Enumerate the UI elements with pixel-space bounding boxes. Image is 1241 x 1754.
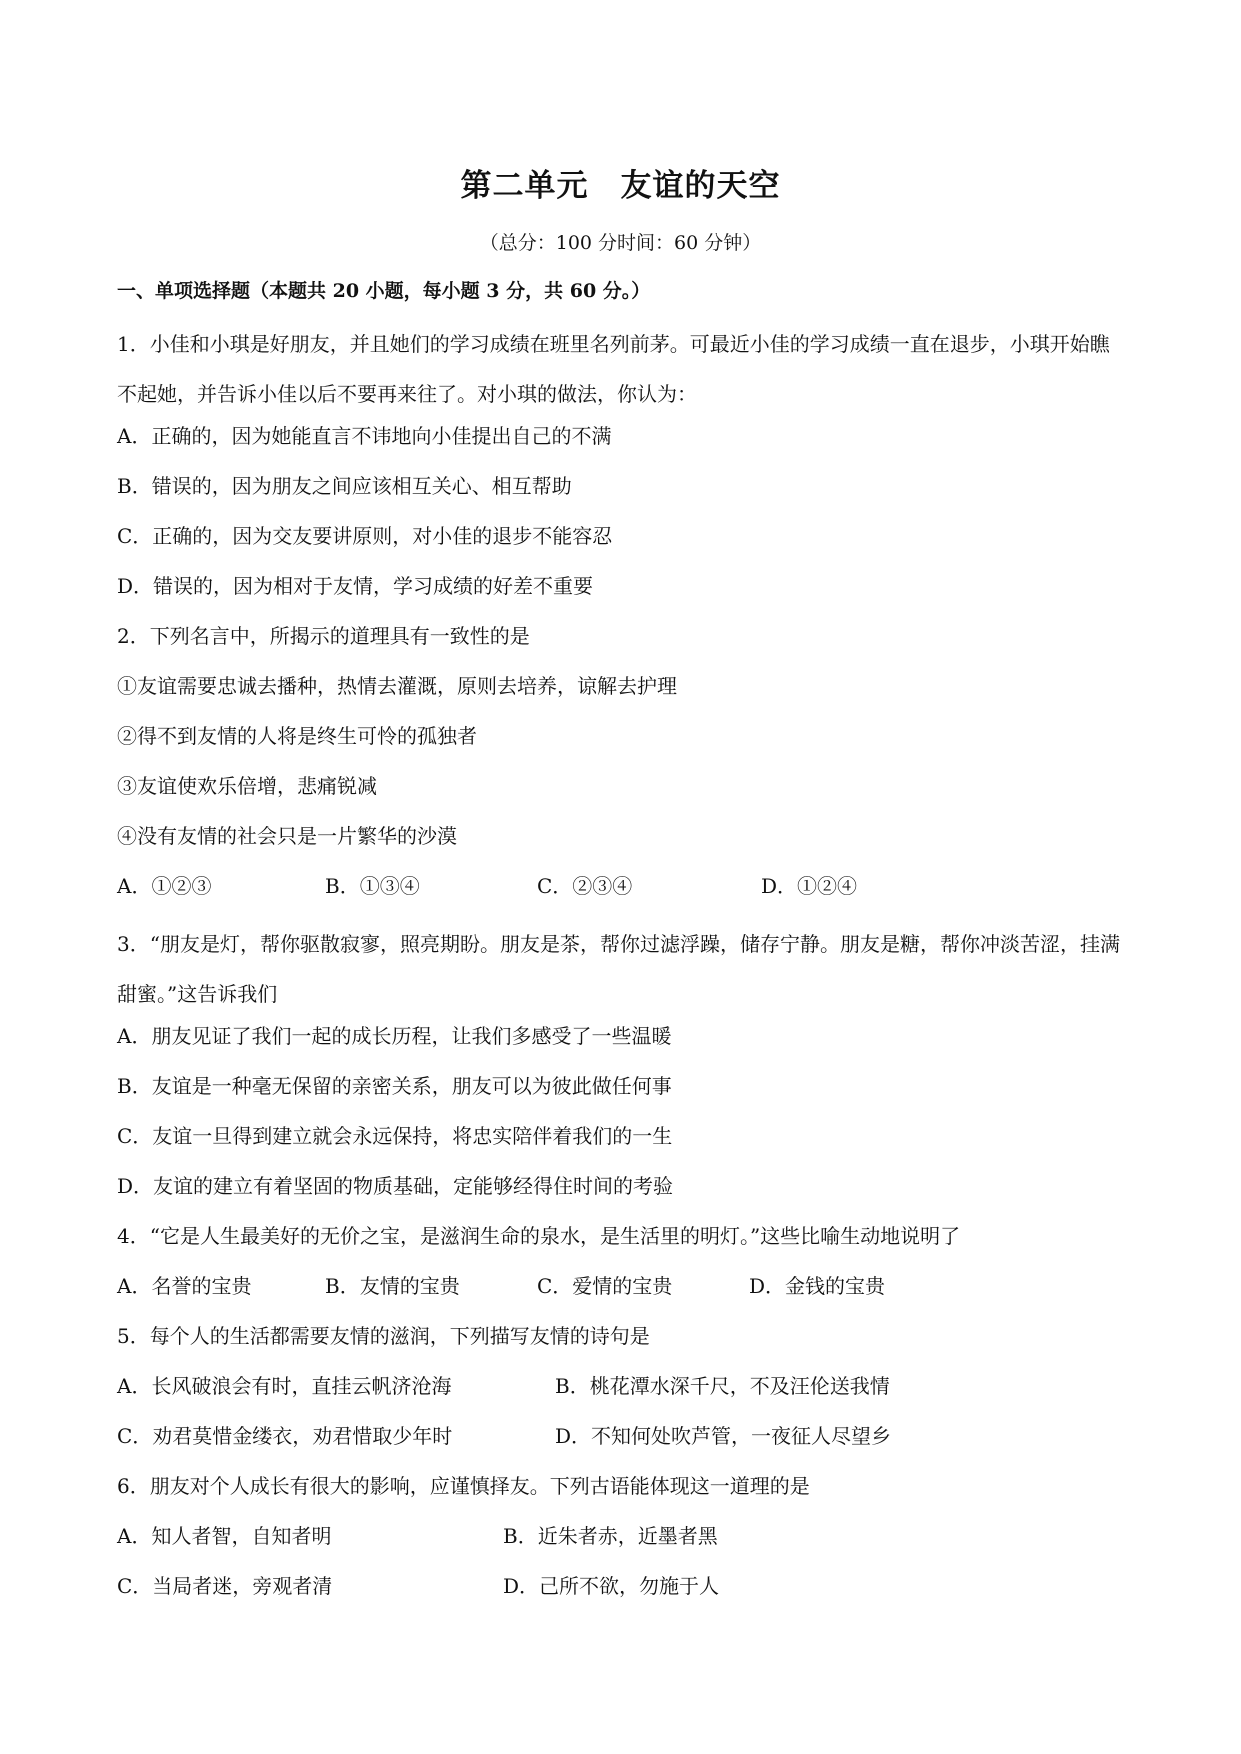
option-c: C．当局者迷，旁观者清 [117, 1574, 333, 1598]
question-2 [117, 619, 1127, 919]
option-a: A．长风破浪会有时，直挂云帆济沧海 [117, 1374, 452, 1398]
question-stem: 6．朋友对个人成长有很大的影响，应谨慎择友。下列古语能体现这一道理的是 [117, 1474, 810, 1498]
option-d: D．金钱的宝贵 [749, 1274, 886, 1298]
options-row [117, 1519, 1127, 1569]
option-a: A．朋友见证了我们一起的成长历程，让我们多感受了一些温暖 [117, 1024, 672, 1048]
option-a: A．①②③ [117, 874, 212, 898]
question-1 [117, 319, 1127, 619]
option-d: D．错误的，因为相对于友情，学习成绩的好差不重要 [117, 574, 594, 598]
question-stem: 5．每个人的生活都需要友情的滋润，下列描写友情的诗句是 [117, 1324, 650, 1348]
question-6 [117, 1469, 1127, 1619]
option-d: D．①②④ [761, 874, 858, 898]
section-heading: 一、单项选择题（本题共 20 小题，每小题 3 分，共 60 分。） [117, 280, 651, 302]
option-b: B．友情的宝贵 [325, 1274, 460, 1298]
options-row [117, 1419, 1127, 1469]
option-c: C．正确的，因为交友要讲原则，对小佳的退步不能容忍 [117, 524, 613, 548]
exam-info: （总分：100 分时间：60 分钟） [479, 232, 762, 254]
options-row [117, 1369, 1127, 1419]
option-c: C．爱情的宝贵 [537, 1274, 673, 1298]
statement-3: ③友谊使欢乐倍增，悲痛锐减 [117, 774, 377, 798]
option-a: A．名誉的宝贵 [117, 1274, 252, 1298]
question-stem: 4．“它是人生最美好的无价之宝，是滋润生命的泉水，是生活里的明灯。”这些比喻生动地说明了 [117, 1224, 961, 1248]
option-b: B．近朱者赤，近墨者黑 [503, 1524, 718, 1548]
question-5 [117, 1319, 1127, 1469]
option-b: B．友谊是一种毫无保留的亲密关系，朋友可以为彼此做任何事 [117, 1074, 672, 1098]
option-c: C．劝君莫惜金缕衣，劝君惜取少年时 [117, 1424, 453, 1448]
option-a: A．正确的，因为她能直言不讳地向小佳提出自己的不满 [117, 424, 612, 448]
statement-4: ④没有友情的社会只是一片繁华的沙漠 [117, 824, 457, 848]
statement-1: ①友谊需要忠诚去播种，热情去灌溉，原则去培养，谅解去护理 [117, 674, 677, 698]
question-stem: 2．下列名言中，所揭示的道理具有一致性的是 [117, 624, 530, 648]
options-row [117, 869, 1127, 919]
option-c: C．②③④ [537, 874, 633, 898]
option-b: B．桃花潭水深千尺，不及汪伦送我情 [555, 1374, 890, 1398]
option-a: A．知人者智，自知者明 [117, 1524, 332, 1548]
question-list [117, 319, 1127, 1619]
option-b: B．错误的，因为朋友之间应该相互关心、相互帮助 [117, 474, 572, 498]
question-4 [117, 1219, 1127, 1319]
option-d: D．己所不欲，勿施于人 [503, 1574, 720, 1598]
option-c: C．友谊一旦得到建立就会永远保持，将忠实陪伴着我们的一生 [117, 1124, 673, 1148]
question-stem: 1．小佳和小琪是好朋友，并且她们的学习成绩在班里名列前茅。可最近小佳的学习成绩一直在退步，小琪开始瞧不起她，并告诉小佳以后不要再来往了。对小琪的做法，你认为： [117, 332, 1110, 406]
question-stem: 3．“朋友是灯，帮你驱散寂寥，照亮期盼。朋友是茶，帮你过滤浮躁，储存宁静。朋友是糖，帮你冲淡苦涩，挂满甜蜜。”这告诉我们 [117, 932, 1120, 1006]
question-3 [117, 919, 1127, 1219]
option-d: D．友谊的建立有着坚固的物质基础，定能够经得住时间的考验 [117, 1174, 674, 1198]
options-row [117, 1569, 1127, 1619]
option-b: B．①③④ [325, 874, 420, 898]
page-title: 第二单元 友谊的天空 [460, 168, 781, 204]
option-d: D．不知何处吹芦管，一夜征人尽望乡 [555, 1424, 892, 1448]
options-row [117, 1269, 1127, 1319]
statement-2: ②得不到友情的人将是终生可怜的孤独者 [117, 724, 477, 748]
